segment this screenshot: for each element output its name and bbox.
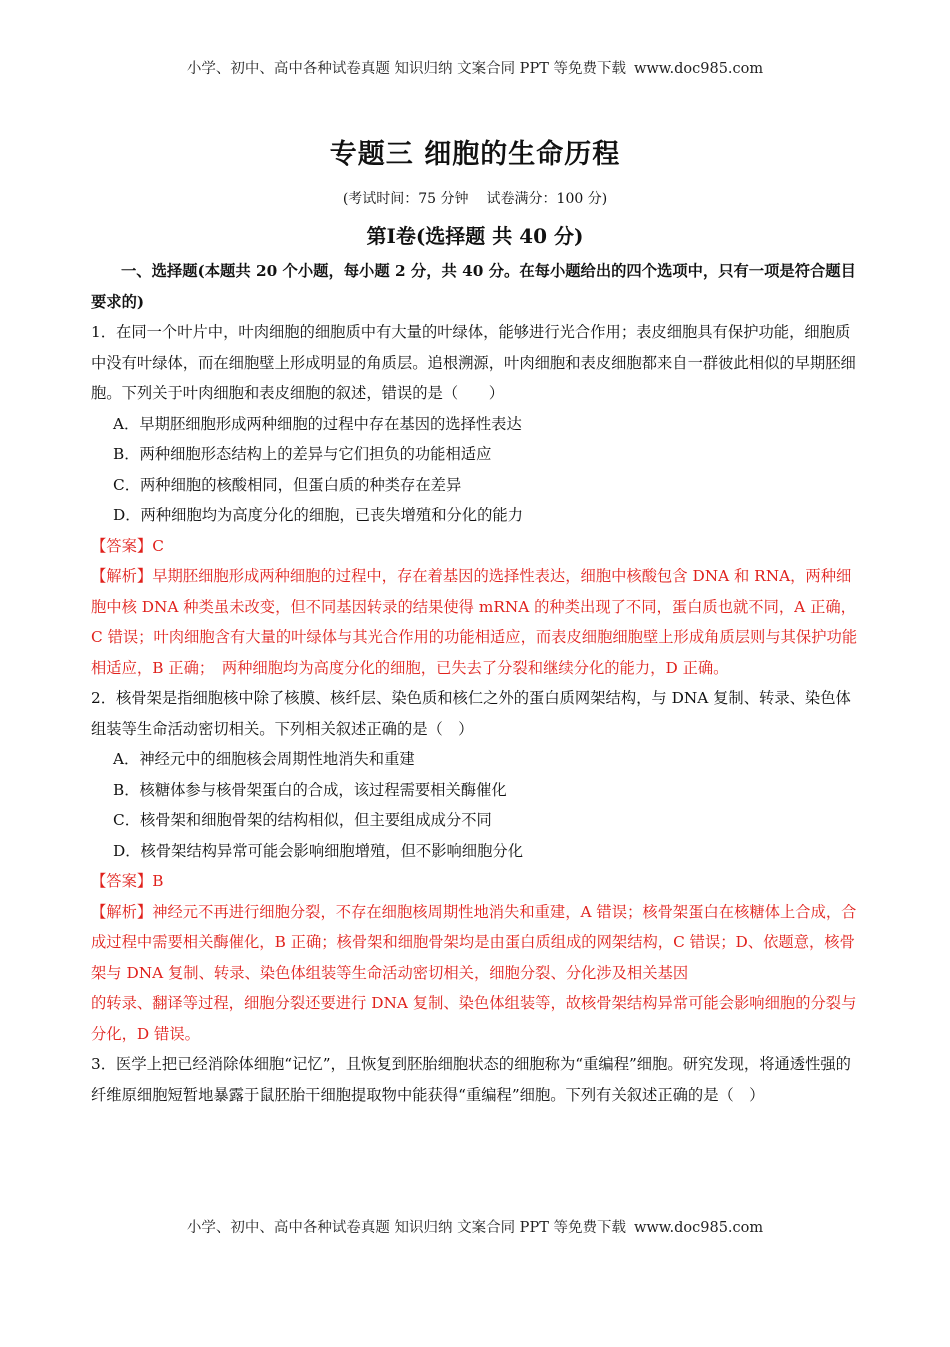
question-2-analysis bbox=[91, 897, 863, 989]
question-1-option-b: B．两种细胞形态结构上的差异与它们担负的功能相适应 bbox=[113, 445, 492, 463]
question-2-option-b: B．核糖体参与核骨架蛋白的合成，该过程需要相关酶催化 bbox=[113, 780, 507, 799]
question-2-answer: 【答案】B bbox=[91, 872, 164, 890]
banner-site-link[interactable]: www.doc985.com bbox=[633, 1220, 764, 1236]
question-1-analysis bbox=[91, 561, 863, 683]
header-banner bbox=[0, 57, 950, 78]
page-title: 专题三 细胞的生命历程 bbox=[329, 139, 621, 170]
question-3-stem: 3．医学上把已经消除体细胞“记忆”，且恢复到胚胎细胞状态的细胞称为“重编程”细胞。研究发现，将通透性强的纤维原细胞短暂地暴露于鼠胚胎干细胞提取物中能获得“重编程”细胞。下列有关叙述正确的是（ ） bbox=[91, 1055, 851, 1104]
analysis-text: 早期胚细胞形成两种细胞的过程中，存在着基因的选择性表达，细胞中核酸包含 DNA 和 RNA，两种细胞中核 DNA 种类虽未改变，但不同基因转录的结果使得 mRNA 的种类出现了不同，蛋白质也就不同，A 正确，C 错误；叶肉细胞含有大量的叶绿体与其光合作用的功能相适应，而表皮细胞细胞壁上形成角质层则与其保护功能相适应，B 正确； 两种细胞均为高度分化的细胞，已失去了分裂和继续分化的能力，D 正确。 bbox=[91, 567, 858, 677]
exam-score: 试卷满分：100 分) bbox=[486, 191, 608, 207]
banner-site-link[interactable]: www.doc985.com bbox=[633, 61, 764, 77]
volume-heading: 第Ⅰ卷(选择题 共 40 分) bbox=[366, 224, 584, 248]
question-2-option-c: C．核骨架和细胞骨架的结构相似，但主要组成成分不同 bbox=[113, 811, 492, 829]
question-2-analysis-continued: 的转录、翻译等过程，细胞分裂还要进行 DNA 复制、染色体组装等，故核骨架结构异常可能会影响细胞的分裂与分化，D 错误。 bbox=[91, 994, 857, 1043]
question-1-answer: 【答案】C bbox=[91, 536, 164, 555]
banner-text: 小学、初中、高中各种试卷真题 知识归纳 文案合同 PPT 等免费下载 bbox=[186, 1220, 626, 1236]
question-2-option-d: D．核骨架结构异常可能会影响细胞增殖，但不影响细胞分化 bbox=[113, 841, 523, 860]
question-1-option-c: C．两种细胞的核酸相同，但蛋白质的种类存在差异 bbox=[113, 475, 462, 494]
analysis-text: 神经元不再进行细胞分裂，不存在细胞核周期性地消失和重建，A 错误；核骨架蛋白在核糖体上合成，合成过程中需要相关酶催化，B 正确；核骨架和细胞骨架均是由蛋白质组成的网架结构，C 错误；D、依题意，核骨架与 DNA 复制、转录、染色体组装等生命活动密切相关，细胞分裂、分化涉及相关基因 bbox=[91, 902, 857, 982]
question-2-option-a: A．神经元中的细胞核会周期性地消失和重建 bbox=[113, 750, 415, 768]
section-heading: 一、选择题(本题共 20 个小题，每小题 2 分，共 40 分。在每小题给出的四个选项中，只有一项是符合题目要求的) bbox=[91, 262, 856, 311]
banner-text: 小学、初中、高中各种试卷真题 知识归纳 文案合同 PPT 等免费下载 bbox=[186, 61, 626, 77]
question-1-stem: 1．在同一个叶片中，叶肉细胞的细胞质中有大量的叶绿体，能够进行光合作用；表皮细胞具有保护功能，细胞质中没有叶绿体，而在细胞壁上形成明显的角质层。追根溯源，叶肉细胞和表皮细胞都来自一群彼此相似的早期胚细胞。下列关于叶肉细胞和表皮细胞的叙述，错误的是（ ） bbox=[91, 323, 856, 402]
exam-info bbox=[0, 188, 950, 208]
analysis-label: 【解析】 bbox=[91, 902, 153, 921]
analysis-label: 【解析】 bbox=[91, 567, 153, 585]
exam-time: (考试时间：75 分钟 bbox=[342, 191, 469, 207]
document-body bbox=[91, 256, 863, 1110]
question-1-option-a: A．早期胚细胞形成两种细胞的过程中存在基因的选择性表达 bbox=[113, 414, 522, 433]
question-2-stem: 2．核骨架是指细胞核中除了核膜、核纤层、染色质和核仁之外的蛋白质网架结构，与 DNA 复制、转录、染色体组装等生命活动密切相关。下列相关叙述正确的是（ ） bbox=[91, 689, 851, 738]
question-1-option-d: D．两种细胞均为高度分化的细胞，已丧失增殖和分化的能力 bbox=[113, 506, 523, 524]
footer-banner bbox=[0, 1216, 950, 1237]
